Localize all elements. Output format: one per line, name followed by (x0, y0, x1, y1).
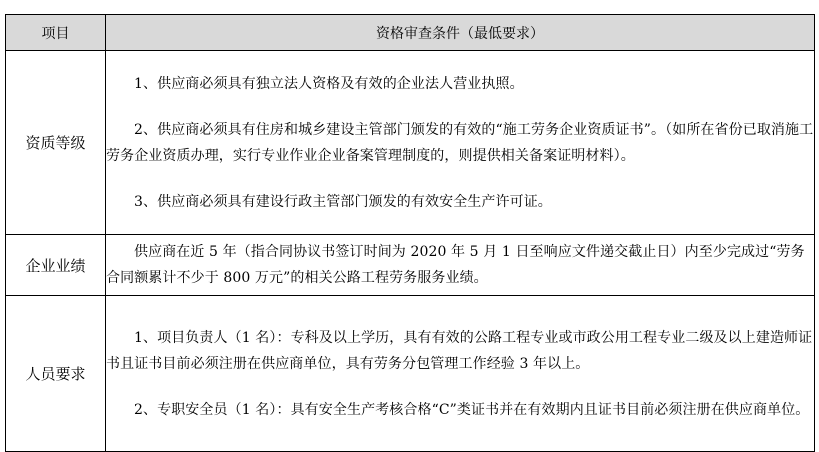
paragraph: 2、供应商必须具有住房和城乡建设主管部门颁发的有效的“施工劳务企业资质证书”。（如所在省份已取消施工劳务企业资质办理，实行专业作业企业备案管理制度的，则提供相关备案证明材料）。 (106, 121, 814, 164)
table-row-personnel (6, 296, 815, 452)
row-label: 资质等级 (6, 51, 106, 235)
row-content (106, 51, 815, 235)
header-conditions: 资格审查条件（最低要求） (106, 15, 815, 51)
row-content (106, 235, 815, 296)
table-header-row (6, 15, 815, 51)
paragraph: 3、供应商必须具有建设行政主管部门颁发的有效安全生产许可证。 (134, 193, 552, 210)
qualification-table (5, 14, 815, 452)
row-label: 企业业绩 (6, 235, 106, 296)
table-row-performance (6, 235, 815, 296)
paragraph: 供应商在近 5 年（指合同协议书签订时间为 2020 年 5 月 1 日至响应文件递交截止日）内至少完成过“劳务合同额累计不少于 800 万元”的相关公路工程劳务服务业绩。 (106, 244, 805, 286)
paragraph: 1、供应商必须具有独立法人资格及有效的企业法人营业执照。 (134, 75, 524, 92)
paragraph: 1、项目负责人（1 名）：专科及以上学历，具有有效的公路工程专业或市政公用工程专业二级及以上建造师证书且证书目前必须注册在供应商单位，具有劳务分包管理工作经验 3 年以上。 (106, 329, 813, 372)
row-content (106, 296, 815, 452)
table-row-qualification-level (6, 51, 815, 235)
paragraph: 2、专职安全员（1 名）：具有安全生产考核合格“C”类证书并在有效期内且证书目前必须注册在供应商单位。 (134, 401, 810, 418)
header-item: 项目 (6, 15, 106, 51)
row-label: 人员要求 (6, 296, 106, 452)
